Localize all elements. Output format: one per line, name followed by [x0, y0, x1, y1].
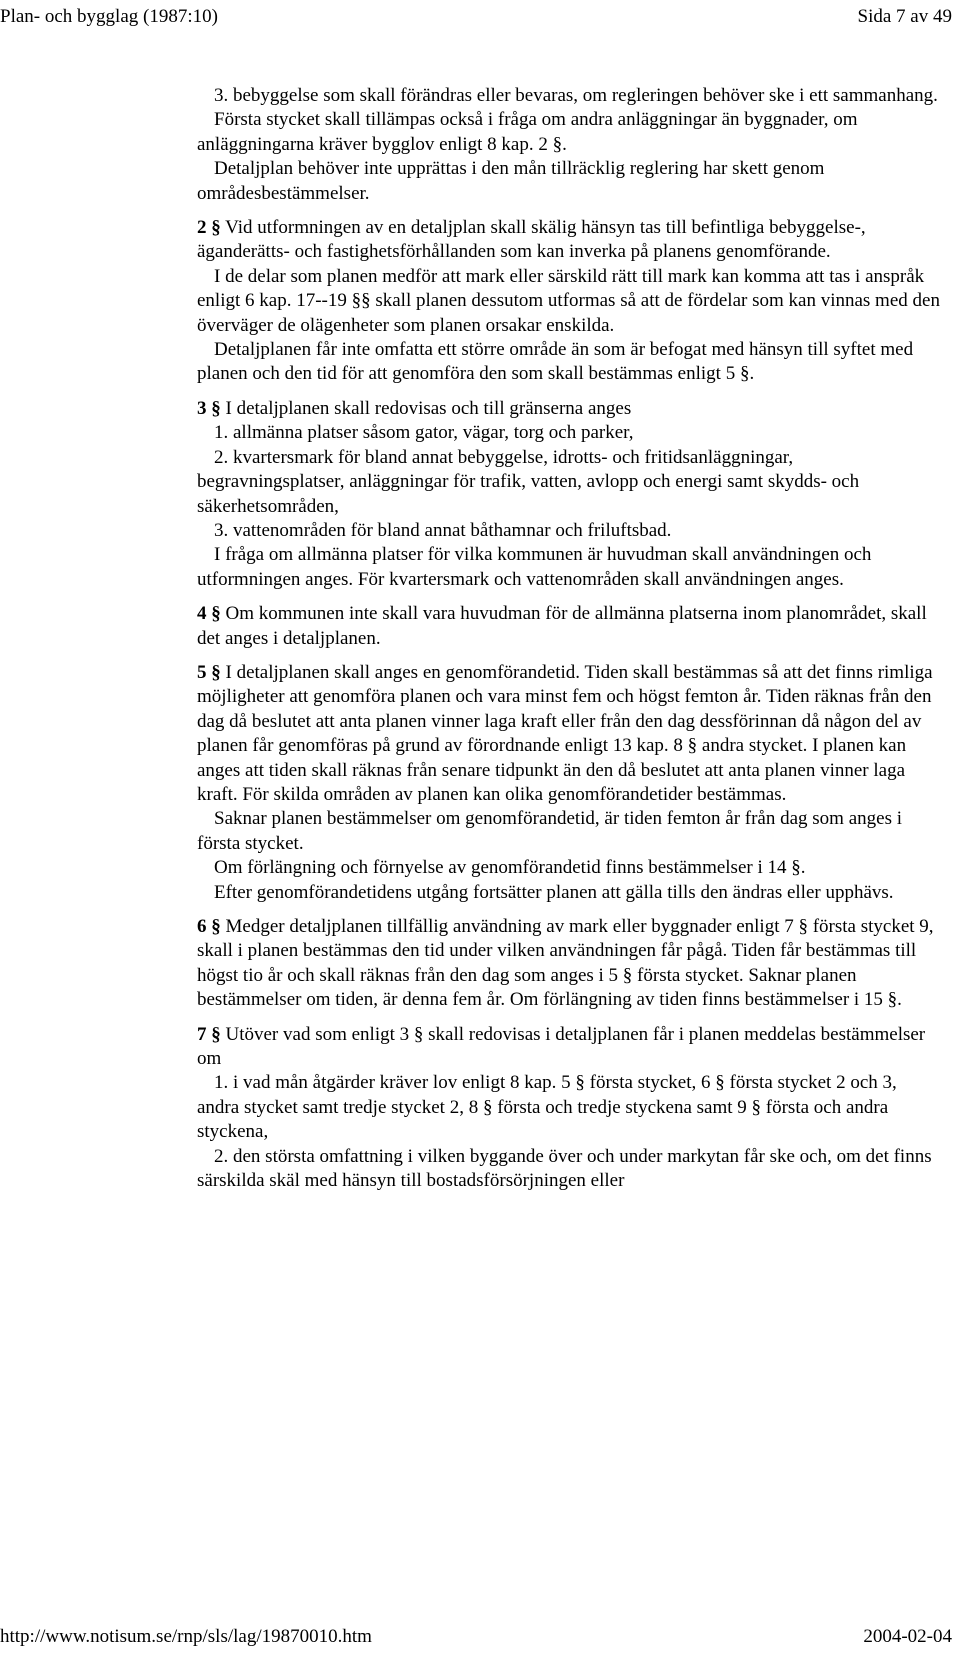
page-header: [0, 6, 960, 38]
paragraph: I de delar som planen medför att mark eller särskild rätt till mark kan komma att tas i anspråk enligt 6 kap. 17--19 §§ skall planen dessutom utformas så att de fördelar som kan vinnas med den överväger de olägenheter som planen orsakar enskilda.: [197, 265, 940, 336]
list-item: 2. kvartersmark för bland annat bebyggelse, idrotts- och fritidsanläggningar, begravningsplatser, anläggningar för trafik, vatten, avlopp och energi samt skydds- och säkerhetsområden,: [197, 446, 860, 517]
paragraph: Om förlängning och förnyelse av genomförandetid finns bestämmelser i 14 §.: [214, 857, 806, 879]
section-number: 5 §: [197, 661, 221, 683]
section-number: 7 §: [197, 1023, 221, 1045]
paragraph: Efter genomförandetidens utgång fortsätter planen att gälla tills den ändras eller upphävs.: [214, 881, 894, 903]
paragraph: Saknar planen bestämmelser om genomförandetid, är tiden femton år från dag som anges i första stycket.: [197, 808, 902, 854]
list-item: 1. i vad mån åtgärder kräver lov enligt 8 kap. 5 § första stycket, 6 § första stycket 2 och 3, andra stycket samt tredje stycket 2, 8 § första och tredje styckena samt 9 § första och andra styckena,: [197, 1072, 897, 1143]
section-3: 3 § I detaljplanen skall redovisas och till gränserna anges: [197, 397, 632, 419]
paragraph: I fråga om allmänna platser för vilka kommunen är huvudman skall användningen och utformningen anges. För kvartersmark och vattenområden skall användningen anges.: [197, 544, 872, 590]
list-item: 3. bebyggelse som skall förändras eller bevaras, om regleringen behöver ske i ett sammanhang.: [214, 85, 938, 106]
source-url: http://www.notisum.se/rnp/sls/lag/19870010.htm: [0, 1626, 372, 1647]
print-date: 2004-02-04: [863, 1626, 952, 1647]
page-number: Sida 7 av 49: [857, 6, 952, 27]
list-item: 1. allmänna platser såsom gator, vägar, torg och parker,: [214, 422, 634, 444]
section-number: 3 §: [197, 397, 221, 419]
document-body: [197, 84, 942, 1193]
paragraph: Första stycket skall tillämpas också i fråga om andra anläggningar än byggnader, om anläggningarna kräver bygglov enligt 8 kap. 2 §.: [197, 109, 858, 155]
list-item: 3. vattenområden för bland annat båthamnar och friluftsbad.: [214, 519, 672, 541]
section-number: 4 §: [197, 603, 221, 625]
paragraph: Detaljplan behöver inte upprättas i den mån tillräcklig reglering har skett genom områdesbestämmelser.: [197, 158, 825, 204]
section-5: 5 § I detaljplanen skall anges en genomförandetid. Tiden skall bestämmas så att det finns rimliga möjligheter att genomföra planen och vara minst fem och högst femton år. Tiden räknas från den dag då beslutet att anta planen vinner laga kraft eller från den dag dessförinnan då någon del av planen får genomföras på grund av förordnande enligt 13 kap. 8 § andra stycket. I planen kan anges att tiden skall räknas från senare tidpunkt än den då beslutet att anta planen vinner laga kraft. För skilda områden av planen kan olika genomförandetider bestämmas.: [197, 661, 933, 805]
section-number: 6 §: [197, 916, 221, 937]
section-6: 6 § Medger detaljplanen tillfällig användning av mark eller byggnader enligt 7 § första stycket 9, skall i planen bestämmas den tid under vilken användningen får pågå. Tiden får bestämmas till högst tio år och skall räknas från den dag som anges i 5 § första stycket. Saknar planen bestämmelser om tiden, är denna fem år. Om förlängning av tiden finns bestämmelser i 15 §.: [197, 916, 934, 1011]
list-item: 2. den största omfattning i vilken byggande över och under markytan får ske och, om det finns särskilda skäl med hänsyn till bostadsförsörjningen eller: [197, 1145, 932, 1192]
section-7: 7 § Utöver vad som enligt 3 § skall redovisas i detaljplanen får i planen meddelas bestämmelser om: [197, 1023, 926, 1070]
document-title: Plan- och bygglag (1987:10): [0, 6, 218, 27]
section-2: 2 § Vid utformningen av en detaljplan skall skälig hänsyn tas till befintliga bebyggelse-, äganderätts- och fastighetsförhållanden som kan inverka på planens genomförande.: [197, 217, 866, 263]
section-4: 4 § Om kommunen inte skall vara huvudman för de allmänna platserna inom planområdet, skall det anges i detaljplanen.: [197, 603, 927, 649]
paragraph: Detaljplanen får inte omfatta ett större område än som är befogat med hänsyn till syftet med planen och den tid för att genomföra den som skall bestämmas enligt 5 §.: [197, 339, 914, 385]
section-number: 2 §: [197, 217, 221, 239]
